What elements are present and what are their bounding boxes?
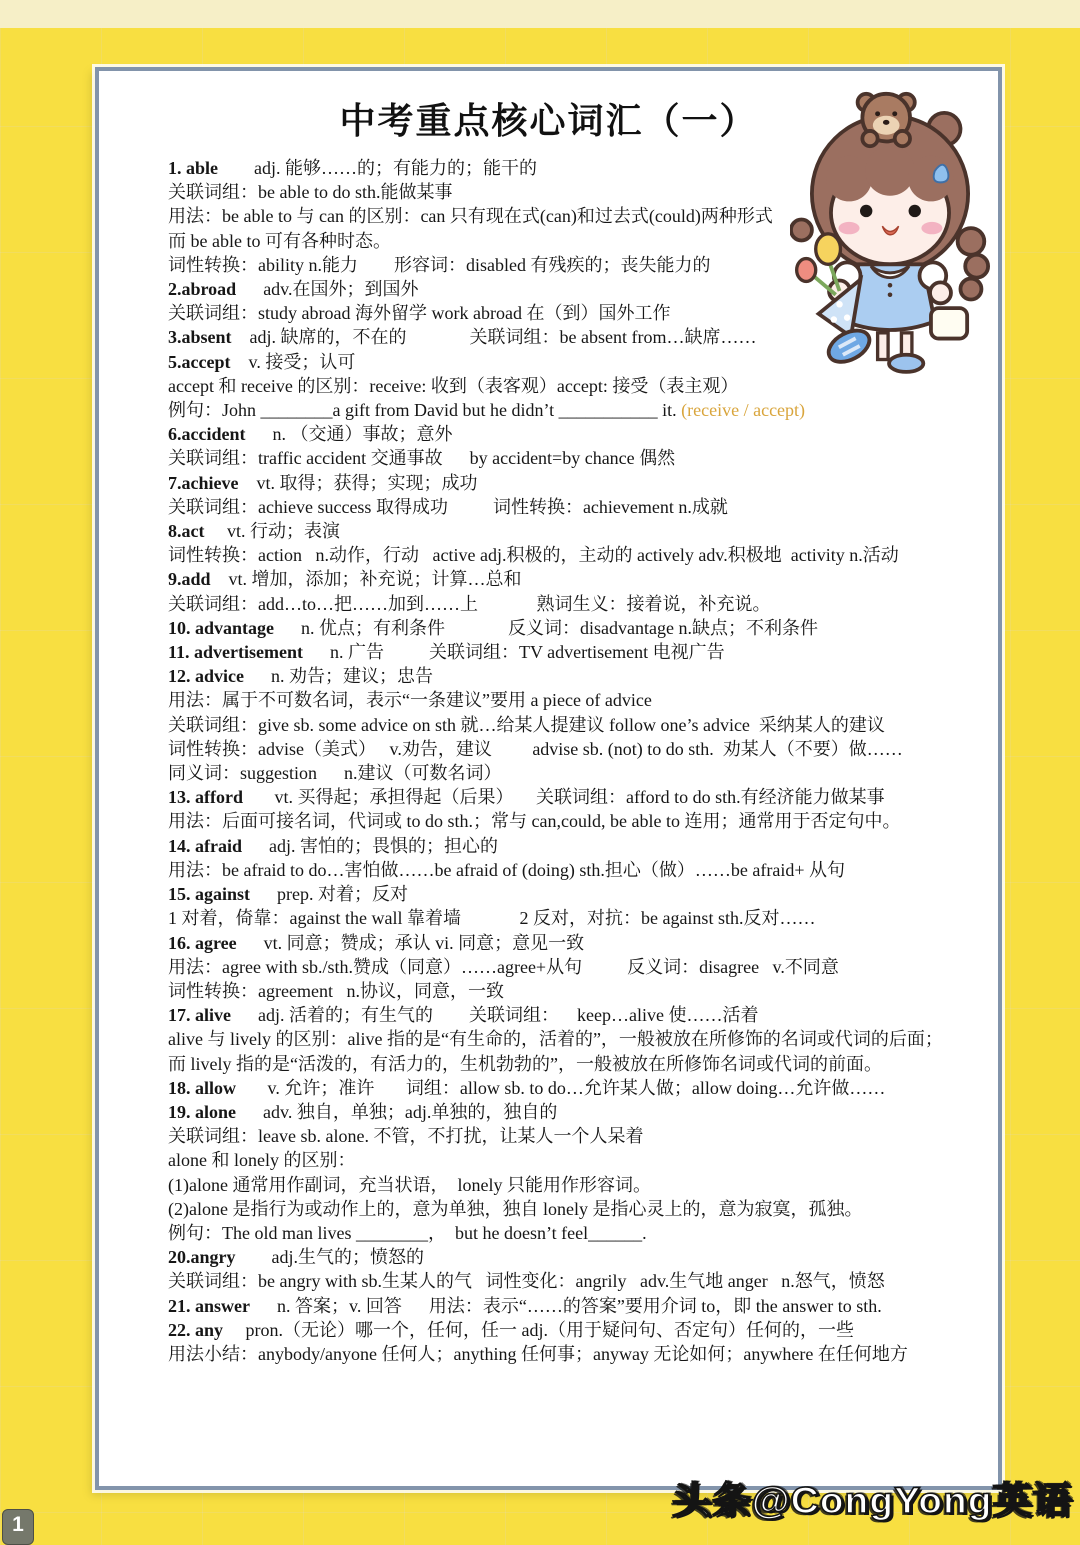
entry-line [168,1027,978,1051]
entry-text: adj.生气的；愤怒的 [235,1247,424,1268]
entry-line [168,1003,978,1027]
entry-line [168,1221,978,1245]
entry-line [168,834,978,858]
entry-text: adv.在国外；到国外 [236,279,419,300]
teddy-bear-icon [858,94,915,146]
entry-text: prep. 对着；反对 [250,884,408,905]
entry-headword: 19. alone [168,1101,237,1122]
entry-text: adj. 害怕的；畏惧的；担心的 [242,835,498,856]
entry-headword: 12. advice [168,666,244,687]
girl-with-bear-icon [790,85,990,375]
entry-text: v. 允许；准许 词组：allow sb. to do…允许某人做；allow doing…允许做…… [236,1077,886,1098]
entry-line [168,1197,978,1221]
entry-line [168,398,978,422]
entry-headword: 22. any [168,1319,224,1340]
entry-line [168,931,978,955]
entry-text: (2)alone 是指行为或动作上的，意为单独，独自 lonely 是指心灵上的，意为寂寞，孤独。 [168,1198,863,1219]
entry-line [168,1342,978,1366]
entry-text: 关联词组：study abroad 海外留学 work abroad 在（到）国外工作 [168,303,671,324]
entry-text: 1 对着，倚靠：against the wall 靠着墙 2 反对，对抗：be against sth.反对…… [168,908,816,929]
entry-line [168,471,978,495]
entry-text: n. 优点；有利条件 反义词：disadvantage n.缺点；不利条件 [274,617,818,638]
entry-line [168,1245,978,1269]
entry-headword: 18. allow [168,1077,237,1098]
entry-text: adv. 独自，单独；adj.单独的，独自的 [236,1101,558,1122]
entry-text: (receive / accept) [681,400,806,421]
entry-headword: 5.accept [168,351,231,372]
entry-headword: 6.accident [168,424,246,445]
entry-line [168,446,978,470]
entry-headword: 10. advantage [168,617,275,638]
entry-text: 词性转换：advise（美式） v.劝告，建议 advise sb. (not) to do sth. 劝某人（不要）做…… [168,738,903,759]
entry-text: 关联词组：be angry with sb.生某人的气 词性变化：angrily adv.生气地 anger n.怒气，愤怒 [168,1271,885,1292]
entry-text: n. （交通）事故；意外 [245,424,453,445]
entry-line [168,1052,978,1076]
entry-text: 例句：John ________a gift from David but he didn’t ___________ it. [168,400,682,421]
entry-text: alive 与 lively 的区别：alive 指的是“有生命的，活着的”，一般被放在所修饰的名词或代词的后面； [168,1029,943,1050]
entry-text: alone 和 lonely 的区别： [168,1150,356,1171]
entry-text: adj. 活着的；有生气的 关联词组： keep…alive 使……活着 [231,1005,759,1026]
entry-line [168,422,978,446]
entry-headword: 7.achieve [168,472,239,493]
page-title: 中考重点核心词汇（一） [339,101,758,141]
entry-text: 用法：be able to 与 can 的区别：can 只有现在式(can)和过去式(could)两种形式 [168,206,773,227]
entry-headword: 1. able [168,158,219,178]
entry-text: 词性转换：ability n.能力 形容词：disabled 有残疾的；丧失能力的 [168,254,711,275]
cartoon-girl-illustration [790,85,990,375]
entry-line [168,688,978,712]
entry-text: 用法：agree with sb./sth.赞成（同意）……agree+从句 反义词：disagree v.不同意 [168,956,839,977]
entry-line [168,592,978,616]
entry-text: n. 答案；v. 回答 用法：表示“……的答案”要用介词 to，即 the answer to sth. [250,1295,882,1316]
entry-text: accept 和 receive 的区别：receive: 收到（表客观）accept: 接受（表主观） [168,375,739,396]
entry-text: vt. 同意；赞成；承认 vi. 同意；意见一致 [236,932,585,953]
entry-line [168,1148,978,1172]
entry-line [168,616,978,640]
entry-text: vt. 行动；表演 [204,521,340,542]
entry-text: 关联词组：give sb. some advice on sth 就…给某人提建议 follow one’s advice 采纳某人的建议 [168,714,885,735]
page-number-badge: 1 [2,1509,34,1545]
entry-headword: 9.add [168,569,211,590]
entry-text: adj. 缺席的，不在的 关联词组：be absent from…缺席…… [231,327,757,348]
worksheet-page [95,67,1002,1490]
entry-text: 用法：属于不可数名词，表示“一条建议”要用 a piece of advice [168,690,652,711]
entry-line [168,640,978,664]
entry-line [168,1124,978,1148]
background-top-strip [0,0,1080,28]
entry-line [168,761,978,785]
watermark: 头条@CongYong英语 [671,1480,1072,1521]
entry-headword: 8.act [168,521,205,542]
entry-text: 例句：The old man lives ________， but he doesn’t feel [168,1222,589,1243]
entry-line [168,1318,978,1342]
entry-text: 词性转换：agreement n.协议，同意，一致 [168,980,504,1001]
entry-text: adj. 能够……的；有能力的；能干的 [218,158,538,178]
entry-headword: 20.angry [168,1247,236,1268]
entry-line [168,737,978,761]
entry-text: 用法小结：anybody/anyone 任何人；anything 任何事；anyway 无论如何；anywhere 在任何地方 [168,1343,908,1364]
entry-text: 同义词：suggestion n.建议（可数名词） [168,763,502,784]
entry-text: 关联词组：traffic accident 交通事故 by accident=by chance 偶然 [168,448,676,469]
entry-line [168,543,978,567]
entry-text: 关联词组：achieve success 取得成功 词性转换：achievement n.成就 [168,496,728,517]
entry-line [168,785,978,809]
entry-text: pron.（无论）哪一个，任何，任一 adj.（用于疑问句、否定句）任何的，一些 [223,1319,854,1340]
entry-headword: 14. afraid [168,835,242,856]
entry-text: v. 接受；认可 [230,351,356,372]
entry-headword: 21. answer [168,1295,250,1316]
entry-headword: 16. agree [168,932,237,953]
entry-line [168,809,978,833]
entry-text: vt. 买得起；承担得起（后果） 关联词组：afford to do sth.有经济能力做某事 [243,787,885,808]
entry-text: 用法：be afraid to do…害怕做……be afraid of (doing) sth.担心（做）……be afraid+ 从句 [168,859,846,880]
entry-line [168,713,978,737]
entry-line [168,955,978,979]
entry-line [168,495,978,519]
entry-headword: 2.abroad [168,279,237,300]
entry-headword: 17. alive [168,1005,231,1026]
entry-line [168,906,978,930]
entry-headword: 13. afford [168,787,243,808]
entry-line [168,374,978,398]
entry-headword: 11. advertisement [168,642,303,663]
entry-text: vt. 取得；获得；实现；成功 [238,472,478,493]
entry-line [168,1100,978,1124]
entry-line [168,1076,978,1100]
entry-text: 而 lively 指的是“活泼的，有活力的，生机勃勃的”，一般被放在所修饰名词或代词的前面。 [168,1053,882,1074]
entry-text: vt. 增加，添加；补充说；计算…总和 [210,569,522,590]
entry-text: 而 be able to 可有各种时态。 [168,230,391,251]
entry-line [168,567,978,591]
entry-line [168,664,978,688]
entry-text: n. 广告 关联词组：TV advertisement 电视广告 [302,642,725,663]
entry-line [168,1269,978,1293]
entry-headword: 15. against [168,884,251,905]
entry-text: 关联词组：leave sb. alone. 不管，不打扰，让某人一个人呆着 [168,1126,644,1147]
entry-line [168,979,978,1003]
entry-line [168,858,978,882]
entry-text: ______. [588,1222,647,1243]
entry-text: 用法：后面可接名词，代词或 to do sth.；常与 can,could, be able to 连用；通常用于否定句中。 [168,811,901,832]
entry-text: (1)alone 通常用作副词，充当状语， lonely 只能用作形容词。 [168,1174,651,1195]
entry-text: 关联词组：add…to…把……加到……上 熟词生义：接着说，补充说。 [168,593,771,614]
entry-text: 关联词组：be able to do sth.能做某事 [168,182,453,203]
entry-line [168,519,978,543]
entry-text: n. 劝告；建议；忠告 [244,666,433,687]
entry-line [168,882,978,906]
entry-text: 词性转换：action n.动作，行动 active adj.积极的，主动的 actively adv.积极地 activity n.活动 [168,545,899,566]
entry-line [168,1294,978,1318]
entry-headword: 3.absent [168,327,232,348]
entry-line [168,1173,978,1197]
